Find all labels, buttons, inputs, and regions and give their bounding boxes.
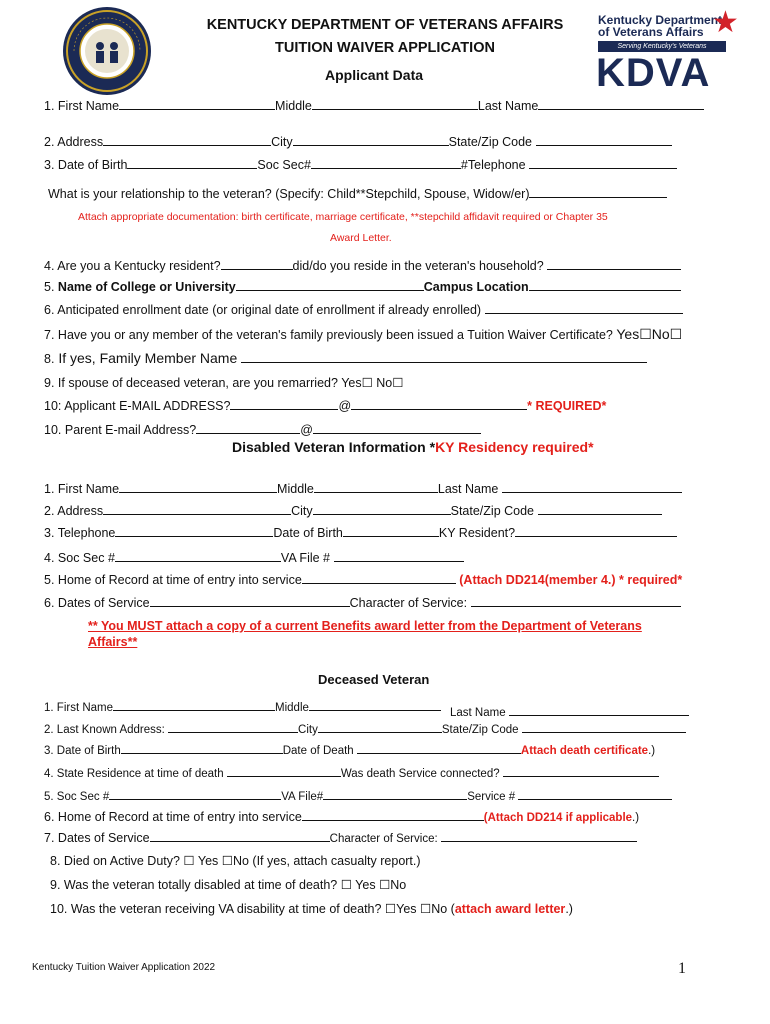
logo-tagline: Serving Kentucky's Veterans <box>598 41 726 52</box>
active-duty-yes-checkbox[interactable]: Died on Active Duty? ☐ Yes <box>63 854 219 868</box>
disabled-line-1: 1. First Name Middle Last Name <box>44 481 682 496</box>
telephone-field[interactable] <box>529 157 677 169</box>
dec-home-of-record-field[interactable] <box>302 809 484 821</box>
dob-field[interactable] <box>127 157 257 169</box>
applicant-line-6: 6. Anticipated enrollment date (or original date of enrollment if already enrolled) <box>44 302 683 317</box>
deceased-line-2: 2. Last Known Address: City State/Zip Code <box>44 721 686 736</box>
attach-note-1: Attach appropriate documentation: birth certificate, marriage certificate, **stepchild affidavit required or Chapter 35 <box>78 211 608 223</box>
dv-last-name-field[interactable] <box>502 481 682 493</box>
attach-note-2: Award Letter. <box>330 232 392 244</box>
dv-ky-resident-field[interactable] <box>515 525 677 537</box>
address-field[interactable] <box>103 134 271 146</box>
applicant-line-4: 4. Are you a Kentucky resident? did/do you reside in the veteran's household? <box>44 258 681 273</box>
logo-line1: Kentucky Department <box>598 13 723 27</box>
footer-text: Kentucky Tuition Waiver Application 2022 <box>32 962 216 973</box>
totally-disabled-no-checkbox[interactable]: ☐No <box>379 878 407 892</box>
dec-city-field[interactable] <box>318 721 442 733</box>
dv-state-zip-field[interactable] <box>538 503 662 515</box>
parent-email-domain-field[interactable] <box>313 422 481 434</box>
college-field[interactable] <box>236 279 424 291</box>
dec-va-file-field[interactable] <box>323 788 467 800</box>
dv-dob-field[interactable] <box>343 525 439 537</box>
dec-dates-of-service-field[interactable] <box>150 830 330 842</box>
kdva-logo <box>594 8 740 94</box>
dv-dates-of-service-field[interactable] <box>150 595 350 607</box>
deceased-last-name-group: Last Name <box>450 704 689 719</box>
dec-state-zip-field[interactable] <box>522 721 686 733</box>
applicant-line-9: 9. If spouse of deceased veteran, are you remarried? Yes☐ No☐ <box>44 376 404 390</box>
dec-ssn-field[interactable] <box>109 788 281 800</box>
disabled-line-2: 2. Address City State/Zip Code <box>44 503 662 518</box>
last-name-field[interactable] <box>538 98 704 110</box>
parent-email-user-field[interactable] <box>196 422 300 434</box>
deceased-line-3: 3. Date of Birth Date of Death Attach death certificate.) <box>44 742 655 757</box>
logo-letters: KDVA <box>596 51 711 95</box>
deceased-line-7: 7. Dates of Service Character of Service: <box>44 830 637 845</box>
dec-service-connected-field[interactable] <box>503 765 659 777</box>
relationship-line: What is your relationship to the veteran? (Specify: Child**Stepchild, Spouse, Widow/er) <box>48 186 667 201</box>
ssn-field[interactable] <box>311 157 461 169</box>
applicant-line-10: 10: Applicant E-MAIL ADDRESS? @ * REQUIRED* <box>44 399 607 413</box>
va-disability-yes-checkbox[interactable]: Was the veteran receiving VA disability at time of death? ☐Yes <box>70 902 417 916</box>
page-number: 1 <box>678 960 686 977</box>
applicant-email-domain-field[interactable] <box>351 398 527 410</box>
form-title-line1: KENTUCKY DEPARTMENT OF VETERANS AFFAIRS <box>206 17 564 33</box>
campus-location-field[interactable] <box>529 279 681 291</box>
dv-middle-field[interactable] <box>314 481 438 493</box>
applicant-line-5: 5. Name of College or University Campus Location <box>44 279 681 294</box>
dec-middle-field[interactable] <box>309 699 441 711</box>
city-field[interactable] <box>293 134 449 146</box>
dec-address-field[interactable] <box>168 721 298 733</box>
applicant-line-3: 3. Date of Birth Soc Sec# #Telephone <box>44 157 677 172</box>
disabled-line-5: 5. Home of Record at time of entry into service (Attach DD214(member 4.) * required* <box>44 573 683 587</box>
dec-service-number-field[interactable] <box>518 788 672 800</box>
household-field[interactable] <box>547 258 681 270</box>
active-duty-no-checkbox[interactable]: ☐No (If yes, attach casualty report.) <box>221 854 421 868</box>
applicant-line-8: 8. If yes, Family Member Name <box>44 350 647 366</box>
state-zip-field[interactable] <box>536 134 672 146</box>
applicant-line-2: 2. Address City State/Zip Code <box>44 134 672 149</box>
applicant-line-1: 1. First Name Middle Last Name <box>44 98 704 113</box>
dec-last-name-field[interactable] <box>509 704 689 716</box>
dv-first-name-field[interactable] <box>119 481 277 493</box>
middle-name-field[interactable] <box>312 98 478 110</box>
logo-line2: of Veterans Affairs <box>598 25 704 39</box>
must-attach-note-2: Affairs** <box>88 635 138 649</box>
deceased-line-9: 9. Was the veteran totally disabled at time of death? ☐ Yes ☐No <box>50 878 407 892</box>
dv-va-file-field[interactable] <box>334 550 464 562</box>
disabled-line-6: 6. Dates of Service Character of Service: <box>44 595 681 610</box>
deceased-line-1: 1. First Name Middle <box>44 699 441 714</box>
first-name-field[interactable] <box>119 98 275 110</box>
disabled-heading: Disabled Veteran Information *KY Residency required* <box>232 439 594 455</box>
applicant-heading: Applicant Data <box>325 67 424 83</box>
dec-dod-field[interactable] <box>357 742 521 754</box>
deceased-line-4: 4. State Residence at time of death Was death Service connected? <box>44 765 659 780</box>
deceased-line-6: 6. Home of Record at time of entry into service (Attach DD214 if applicable.) <box>44 810 640 824</box>
star-icon: ★ <box>712 6 739 39</box>
dec-state-residence-field[interactable] <box>227 765 341 777</box>
form-title-line2: TUITION WAIVER APPLICATION <box>275 40 495 56</box>
va-disability-no-checkbox[interactable]: ☐No ( <box>420 902 455 916</box>
must-attach-note-1: ** You MUST attach a copy of a current Benefits award letter from the Department of Veterans <box>88 619 642 633</box>
applicant-line-7: 7. Have you or any member of the veteran's family previously been issued a Tuition Waiver Certificate? Yes☐No☐ <box>44 326 683 342</box>
deceased-heading: Deceased Veteran <box>318 672 430 687</box>
dv-character-of-service-field[interactable] <box>471 595 681 607</box>
applicant-email-user-field[interactable] <box>230 398 338 410</box>
totally-disabled-yes-checkbox[interactable]: ☐ Yes <box>340 878 376 892</box>
disabled-line-3: 3. Telephone Date of Birth KY Resident? <box>44 525 677 540</box>
waiver-yes-no-checkboxes[interactable]: Yes☐No☐ <box>616 326 683 342</box>
kentucky-seal-icon <box>62 6 152 96</box>
dv-telephone-field[interactable] <box>115 525 273 537</box>
deceased-line-5: 5. Soc Sec # VA File# Service # <box>44 788 672 803</box>
dec-dob-field[interactable] <box>121 742 283 754</box>
ky-resident-field[interactable] <box>221 258 293 270</box>
dec-first-name-field[interactable] <box>113 699 275 711</box>
family-member-name-field[interactable] <box>241 351 647 363</box>
dv-address-field[interactable] <box>103 503 291 515</box>
relationship-field[interactable] <box>529 186 667 198</box>
deceased-line-8: 8. Died on Active Duty? ☐ Yes ☐No (If yes, attach casualty report.) <box>50 854 421 868</box>
enrollment-date-field[interactable] <box>485 302 683 314</box>
dec-character-of-service-field[interactable] <box>441 830 637 842</box>
dv-ssn-field[interactable] <box>115 550 281 562</box>
dv-home-of-record-field[interactable] <box>302 572 456 584</box>
disabled-line-4: 4. Soc Sec # VA File # <box>44 550 464 565</box>
deceased-line-10: 10. Was the veteran receiving VA disability at time of death? ☐Yes ☐No (attach award letter.) <box>50 902 573 916</box>
dv-city-field[interactable] <box>313 503 451 515</box>
applicant-line-11: 10. Parent E-mail Address? @ <box>44 422 481 437</box>
